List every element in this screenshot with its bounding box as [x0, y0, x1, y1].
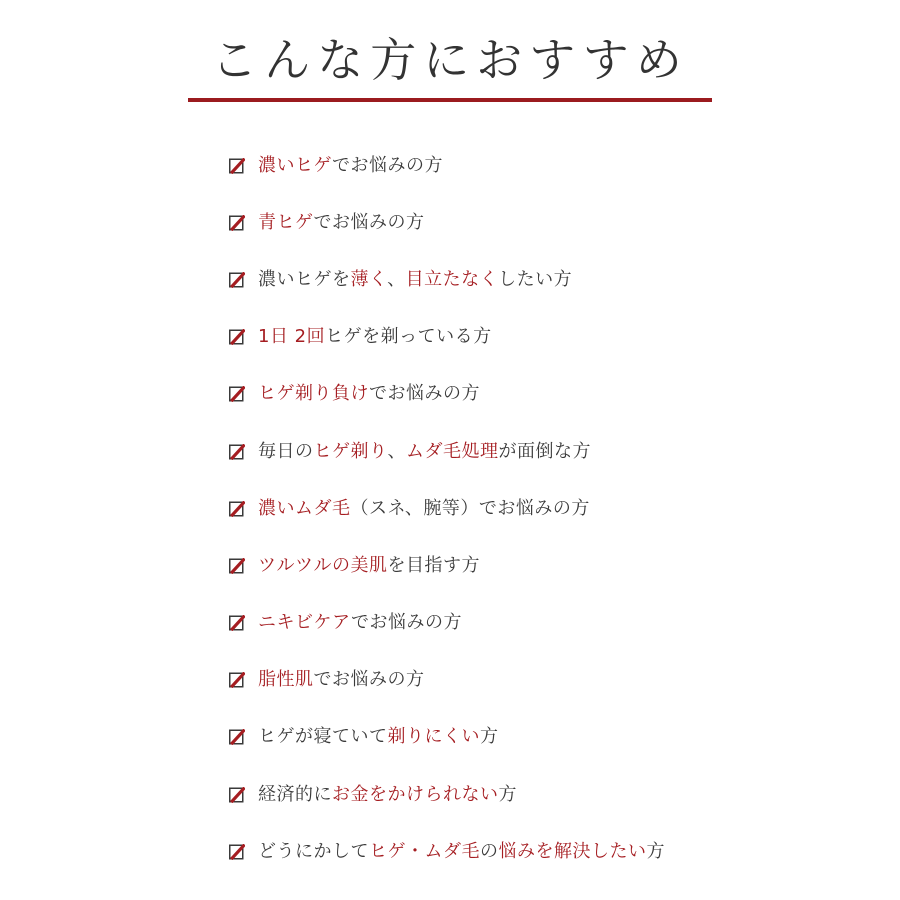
checked-box-icon [229, 729, 245, 745]
highlight-text: ムダ毛処理 [406, 440, 499, 462]
checklist-item [229, 652, 665, 709]
plain-text: の [480, 840, 499, 862]
recommendation-checklist [229, 137, 665, 880]
checklist-item-text [258, 211, 425, 235]
checklist-item [229, 423, 665, 480]
plain-text: でお悩みの方 [351, 612, 463, 634]
checklist-item [229, 709, 665, 766]
checklist-item-text [258, 668, 425, 692]
title-underline [188, 98, 712, 102]
highlight-text: お金をかけられない [332, 783, 499, 805]
plain-text: 濃いヒゲを [258, 268, 351, 290]
highlight-text: 青ヒゲ [258, 211, 314, 233]
checklist-item [229, 595, 665, 652]
plain-text: でお悩みの方 [313, 211, 425, 233]
checklist-item [229, 251, 665, 308]
checklist-item-text [258, 154, 443, 178]
highlight-text: 剃りにくい [387, 726, 480, 748]
highlight-text: ヒゲ剃り負け [258, 383, 369, 405]
highlight-text: ニキビケア [258, 612, 352, 634]
plain-text: したい方 [498, 268, 573, 290]
checklist-item-text [258, 554, 480, 578]
checked-box-icon [229, 787, 245, 803]
plain-text: 、 [387, 440, 406, 462]
checklist-item-text [258, 840, 665, 864]
highlight-text: 悩みを解決したい [498, 840, 647, 862]
plain-text: 毎日の [258, 440, 314, 462]
checked-box-icon [229, 672, 245, 688]
checklist-item-text [258, 497, 590, 521]
plain-text: ヒゲを剃っている方 [325, 326, 492, 348]
plain-text: 方 [646, 840, 665, 862]
plain-text: でお悩みの方 [313, 669, 425, 691]
highlight-text: ヒゲ・ムダ毛 [369, 840, 480, 862]
checked-box-icon [229, 386, 245, 402]
highlight-text: 1日 2回 [258, 326, 326, 348]
plain-text: でお悩みの方 [369, 383, 480, 405]
highlight-text: ヒゲ剃り [313, 440, 388, 462]
plain-text: を目指す方 [387, 554, 480, 576]
checklist-item-text [258, 611, 462, 635]
checklist-item [229, 137, 665, 194]
highlight-text: 濃いムダ毛 [258, 497, 351, 519]
plain-text: が面倒な方 [498, 440, 591, 462]
checklist-item [229, 823, 665, 880]
checked-box-icon [229, 444, 245, 460]
checked-box-icon [229, 615, 245, 631]
checklist-item-text [258, 783, 517, 807]
highlight-text: 濃いヒゲ [258, 154, 332, 176]
plain-text: （スネ、腕等）でお悩みの方 [350, 497, 590, 519]
checklist-item [229, 480, 665, 537]
checklist-item-text [258, 440, 591, 464]
checklist-item-text [258, 382, 480, 406]
highlight-text: 目立たなく [405, 268, 499, 290]
checklist-item [229, 194, 665, 251]
checklist-item-text [258, 268, 572, 292]
checked-box-icon [229, 272, 245, 288]
checklist-item [229, 537, 665, 594]
checked-box-icon [229, 329, 245, 345]
plain-text: どうにかして [258, 840, 369, 862]
plain-text: 経済的に [258, 783, 332, 805]
plain-text: 、 [387, 268, 406, 290]
plain-text: ヒゲが寝ていて [258, 726, 388, 748]
checked-box-icon [229, 844, 245, 860]
plain-text: 方 [480, 726, 499, 748]
plain-text: でお悩みの方 [332, 154, 443, 176]
checked-box-icon [229, 558, 245, 574]
checklist-item [229, 309, 665, 366]
plain-text: 方 [498, 783, 517, 805]
checklist-item-text [258, 325, 492, 349]
checklist-item [229, 766, 665, 823]
checked-box-icon [229, 215, 245, 231]
highlight-text: 脂性肌 [258, 669, 314, 691]
checklist-item [229, 366, 665, 423]
highlight-text: ツルツルの美肌 [258, 554, 388, 576]
checked-box-icon [229, 158, 245, 174]
page-title: こんな方におすすめ [211, 33, 689, 87]
checked-box-icon [229, 501, 245, 517]
checklist-item-text [258, 725, 499, 749]
highlight-text: 薄く [350, 268, 388, 290]
